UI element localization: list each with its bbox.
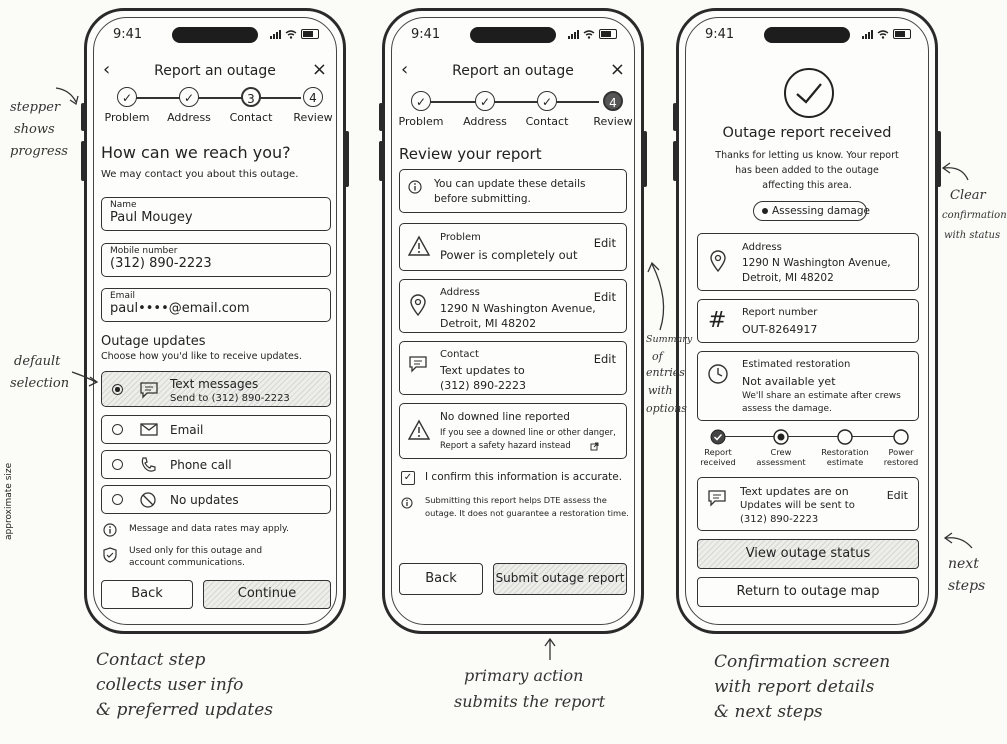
power-button <box>643 131 647 187</box>
step-label: Contact <box>229 111 273 124</box>
progress-step <box>753 429 809 467</box>
annotation-summary: Summary <box>646 334 693 345</box>
report-number-card <box>697 299 919 343</box>
info-banner <box>399 169 627 213</box>
dynamic-island <box>764 27 850 43</box>
status-time: 9:41 <box>411 27 441 42</box>
stepper <box>99 87 331 127</box>
option-sub: Send to (312) 890-2223 <box>170 393 290 404</box>
page-title: Report an outage <box>154 63 276 79</box>
progress-step <box>877 429 925 467</box>
location-pin-icon <box>410 294 426 316</box>
progress-label: assessment <box>756 457 806 467</box>
section-subheading: We may contact you about this outage. <box>101 169 299 180</box>
status-progress <box>693 429 925 475</box>
card-label: Address <box>440 287 480 298</box>
address-card <box>697 233 919 291</box>
arrow-head <box>945 533 952 543</box>
caption-contact: & preferred updates <box>96 700 274 720</box>
current-step-icon <box>773 429 789 445</box>
check-icon: ✓ <box>117 87 137 107</box>
signal-icon <box>862 29 873 39</box>
progress-label: estimate <box>826 457 864 467</box>
close-icon[interactable]: × <box>311 59 327 80</box>
close-icon[interactable]: × <box>609 59 625 80</box>
annotation-summary: entries <box>646 366 685 379</box>
card-value: Text updates to <box>440 364 525 377</box>
option-label: Email <box>170 423 204 437</box>
caption-primary: primary action <box>464 666 584 685</box>
progress-step <box>815 429 875 467</box>
caption-confirmation: & next steps <box>714 702 823 722</box>
volume-button <box>673 103 677 131</box>
chat-icon <box>140 382 158 398</box>
progress-label: received <box>700 457 736 467</box>
annotation-clear: with status <box>944 230 1001 241</box>
arrow-next <box>946 538 972 548</box>
card-title: No downed line reported <box>440 411 570 423</box>
card-value: (312) 890-2223 <box>440 379 527 392</box>
updates-subheading: Choose how you'd like to receive updates. <box>101 351 302 362</box>
check-icon: ✓ <box>537 91 557 111</box>
option-label: Phone call <box>170 458 232 472</box>
annotation-stepper: stepper <box>10 100 61 115</box>
page-title: Report an outage <box>452 63 574 79</box>
arrow-head <box>70 96 78 104</box>
downed-line-card <box>399 403 627 459</box>
mail-icon <box>140 423 158 436</box>
caption-confirmation: with report details <box>714 677 875 697</box>
progress-line <box>717 436 903 437</box>
field-value: Paul Mougey <box>110 210 193 225</box>
volume-button <box>81 141 85 181</box>
step-contact[interactable] <box>221 87 281 124</box>
status-badge <box>753 201 870 221</box>
confirmation-text: affecting this area. <box>762 180 852 191</box>
radio[interactable] <box>112 424 123 435</box>
caption-primary: submits the report <box>454 692 606 711</box>
signal-icon <box>270 29 281 39</box>
battery-icon <box>893 29 911 39</box>
card-title: Text updates are on <box>740 485 849 498</box>
annotation-size: approximate size <box>4 462 14 540</box>
warning-icon <box>408 236 430 256</box>
info-icon <box>103 523 117 537</box>
warning-icon <box>408 420 430 440</box>
confirm-checkbox[interactable]: ✓ <box>401 471 415 485</box>
confirmation-text: has been added to the outage <box>735 165 879 176</box>
confirmation-text: Thanks for letting us know. Your report <box>715 150 899 161</box>
card-label: Report number <box>742 307 818 318</box>
status-icons <box>568 29 617 39</box>
signal-icon <box>568 29 579 39</box>
confirm-label: I confirm this information is accurate. <box>425 471 623 483</box>
view-outage-status-button[interactable]: View outage status <box>697 539 919 569</box>
arrow-summary <box>652 264 664 330</box>
return-to-map-button[interactable]: Return to outage map <box>697 577 919 607</box>
annotation-summary: options <box>646 402 687 415</box>
caption-contact: collects user info <box>96 675 244 695</box>
arrow-head <box>648 263 659 272</box>
pending-step-icon <box>837 429 853 445</box>
step-label: Address <box>463 115 507 128</box>
step-label: Review <box>293 111 333 124</box>
info-icon <box>408 180 422 194</box>
annotation-next: steps <box>948 578 986 594</box>
submit-report-button[interactable]: Submit outage report <box>493 563 627 595</box>
field-value: (312) 890-2223 <box>110 256 212 271</box>
wifi-icon <box>583 30 595 39</box>
card-value: 1290 N Washington Avenue, <box>440 302 596 315</box>
option-no-updates[interactable] <box>101 485 331 514</box>
continue-button[interactable]: Continue <box>203 580 331 609</box>
card-value: 1290 N Washington Avenue, <box>742 257 891 269</box>
wifi-icon <box>285 30 297 39</box>
field-label: Mobile number <box>110 246 178 256</box>
power-button <box>937 131 941 187</box>
disclaimer: Submitting this report helps DTE assess the <box>425 495 607 505</box>
option-email[interactable] <box>101 415 331 444</box>
field-label: Name <box>110 200 137 210</box>
status-badge-label: Assessing damage <box>772 205 870 217</box>
info-text: You can update these details <box>434 178 586 190</box>
status-dot <box>762 208 768 214</box>
rates-note: Message and data rates may apply. <box>129 524 289 534</box>
battery-icon <box>599 29 617 39</box>
success-check-icon <box>783 67 835 119</box>
clock-icon <box>708 364 728 384</box>
chat-icon <box>409 356 427 372</box>
radio-selected[interactable] <box>112 384 123 395</box>
step-label: Problem <box>398 115 444 128</box>
radio[interactable] <box>112 459 123 470</box>
name-field[interactable] <box>101 197 331 231</box>
card-value: OUT-8264917 <box>742 323 818 336</box>
phone-contact-step <box>84 8 346 634</box>
annotation-summary: of <box>652 350 663 363</box>
contact-card <box>399 341 627 395</box>
caption-confirmation: Confirmation screen <box>714 652 891 672</box>
updates-heading: Outage updates <box>101 334 206 349</box>
step-problem[interactable] <box>97 87 157 124</box>
prohibited-icon <box>140 492 156 508</box>
volume-button <box>379 103 383 131</box>
card-label: Problem <box>440 232 481 243</box>
option-text-messages[interactable] <box>101 371 331 407</box>
back-arrow-icon[interactable]: ‹ <box>401 59 409 80</box>
power-button <box>345 131 349 187</box>
field-label: Email <box>110 291 135 301</box>
annotation-stepper: progress <box>10 144 68 159</box>
step-review[interactable] <box>283 87 343 124</box>
volume-button <box>673 141 677 181</box>
phone-confirmation <box>676 8 938 634</box>
step-label: Review <box>593 115 633 128</box>
card-text: If you see a downed line or other danger, <box>440 428 616 438</box>
step-address[interactable] <box>455 91 515 128</box>
card-value: Not available yet <box>742 375 836 388</box>
field-value: paul••••@email.com <box>110 301 250 316</box>
email-field[interactable] <box>101 288 331 322</box>
progress-label: Restoration <box>821 447 869 457</box>
mobile-field[interactable] <box>101 243 331 277</box>
back-arrow-icon[interactable]: ‹ <box>103 59 111 80</box>
option-label: Text messages <box>170 377 259 391</box>
back-button[interactable]: Back <box>399 563 483 595</box>
chat-icon <box>708 490 726 506</box>
restoration-card <box>697 351 919 421</box>
radio[interactable] <box>112 494 123 505</box>
progress-label: restored <box>883 457 919 467</box>
annotation-stepper: shows <box>14 122 55 137</box>
card-text: (312) 890-2223 <box>740 514 819 525</box>
annotation-next: next <box>948 556 979 572</box>
edit-link[interactable]: Edit <box>593 352 616 366</box>
card-value: Power is completely out <box>440 248 578 262</box>
card-note: assess the damage. <box>742 404 832 414</box>
step-address[interactable] <box>159 87 219 124</box>
status-time: 9:41 <box>705 27 735 42</box>
edit-link[interactable]: Edit <box>593 290 616 304</box>
annotation-default: selection <box>10 376 70 391</box>
card-value: Detroit, MI 48202 <box>742 272 834 284</box>
location-pin-icon <box>710 250 726 272</box>
wifi-icon <box>877 30 889 39</box>
back-button[interactable]: Back <box>101 580 193 609</box>
arrow-head <box>943 163 950 173</box>
step-number: 4 <box>603 91 623 111</box>
step-contact[interactable] <box>517 91 577 128</box>
step-review[interactable] <box>583 91 643 128</box>
stepper <box>397 91 633 131</box>
volume-button <box>81 103 85 131</box>
card-value: Detroit, MI 48202 <box>440 317 537 330</box>
card-label: Contact <box>440 349 479 360</box>
phone-icon <box>140 457 156 473</box>
safety-hazard-link[interactable]: Report a safety hazard instead <box>440 441 571 451</box>
caption-contact: Contact step <box>96 650 206 670</box>
problem-card <box>399 223 627 271</box>
phone-review-step <box>382 8 644 634</box>
check-icon: ✓ <box>179 87 199 107</box>
check-filled-icon <box>710 429 726 445</box>
section-heading: Review your report <box>399 145 542 163</box>
progress-label: Report <box>704 447 732 457</box>
text-updates-card <box>697 477 919 531</box>
dynamic-island <box>470 27 556 43</box>
step-number: 3 <box>241 87 261 107</box>
disclaimer: outage. It does not guarantee a restoration time. <box>425 508 629 518</box>
battery-icon <box>301 29 319 39</box>
info-icon <box>401 497 413 509</box>
check-icon: ✓ <box>475 91 495 111</box>
progress-label: Power <box>888 447 914 457</box>
annotation-clear: Clear <box>950 188 986 203</box>
hash-icon: # <box>708 308 727 333</box>
section-heading: How can we reach you? <box>101 143 291 162</box>
step-label: Contact <box>525 115 569 128</box>
volume-button <box>379 141 383 181</box>
status-icons <box>862 29 911 39</box>
pending-step-icon <box>893 429 909 445</box>
progress-label: Crew <box>770 447 792 457</box>
arrow-clear <box>944 168 968 180</box>
card-label: Address <box>742 242 782 253</box>
step-label: Address <box>167 111 211 124</box>
annotation-summary: with <box>648 384 673 397</box>
step-label: Problem <box>104 111 150 124</box>
info-text: before submitting. <box>434 193 531 205</box>
privacy-note: account communications. <box>129 558 245 568</box>
card-text: Updates will be sent to <box>740 500 855 511</box>
card-label: Estimated restoration <box>742 359 851 370</box>
progress-step <box>693 429 743 467</box>
address-card <box>399 279 627 333</box>
status-time: 9:41 <box>113 27 143 42</box>
card-note: We'll share an estimate after crews <box>742 391 901 401</box>
annotation-default: default <box>14 354 61 369</box>
shield-icon <box>103 547 117 563</box>
privacy-note: Used only for this outage and <box>129 546 263 556</box>
annotation-clear: confirmation <box>942 210 1007 221</box>
edit-link[interactable]: Edit <box>886 489 908 502</box>
option-label: No updates <box>170 493 239 507</box>
external-link-icon <box>590 442 599 451</box>
check-icon: ✓ <box>411 91 431 111</box>
option-phone-call[interactable] <box>101 450 331 479</box>
step-problem[interactable] <box>391 91 451 128</box>
arrow-head <box>545 639 555 646</box>
edit-link[interactable]: Edit <box>593 236 616 250</box>
status-icons <box>270 29 319 39</box>
confirmation-heading: Outage report received <box>722 125 892 141</box>
step-number: 4 <box>303 87 323 107</box>
dynamic-island <box>172 27 258 43</box>
